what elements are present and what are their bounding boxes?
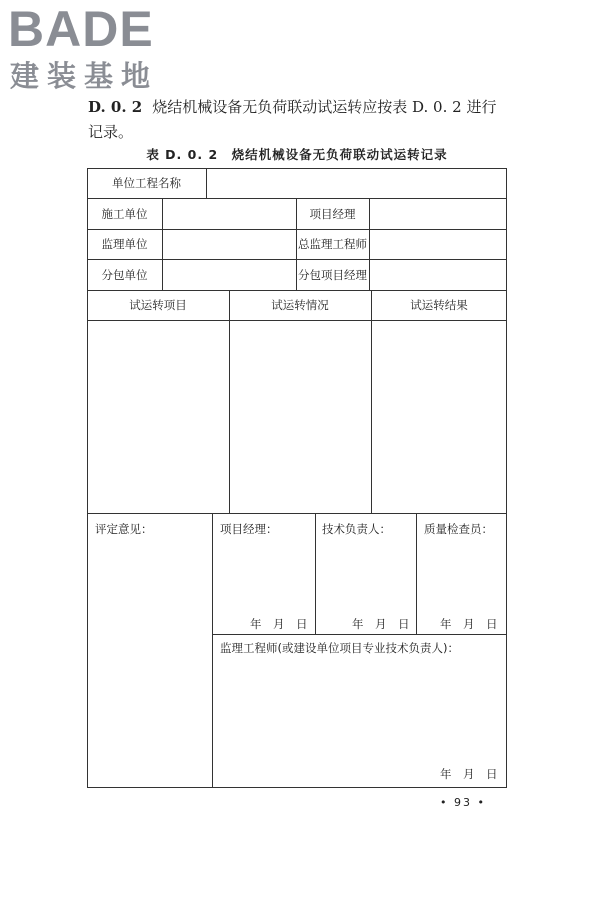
row-divider [87, 320, 507, 321]
logo-brand-text: BADE [8, 1, 154, 57]
col-divider [369, 198, 370, 290]
logo [8, 1, 178, 96]
date-field: 年 月 日 [352, 617, 410, 631]
col-divider [229, 290, 230, 513]
col-divider [416, 513, 417, 634]
date-field: 年 月 日 [440, 767, 498, 781]
row-divider [87, 513, 507, 514]
unit-project-name-label: 单位工程名称 [112, 176, 181, 190]
row-divider [87, 259, 507, 260]
col-divider [315, 513, 316, 634]
clause-paragraph [88, 95, 508, 145]
logo-subtitle: 建装基地 [10, 59, 159, 93]
date-field: 年 月 日 [250, 617, 308, 631]
subcontract-unit-label: 分包单位 [101, 268, 148, 282]
subcontract-project-manager-label: 分包项目经理 [298, 268, 367, 282]
trial-status-header: 试运转情况 [271, 298, 329, 312]
record-table [87, 168, 507, 788]
col-divider [162, 198, 163, 290]
row-divider [212, 634, 507, 635]
row-divider [87, 229, 507, 230]
chief-supervising-engineer-label: 总监理工程师 [298, 237, 367, 251]
trial-item-header: 试运转项目 [129, 298, 187, 312]
trial-result-header: 试运转结果 [410, 298, 468, 312]
table-caption: 表 D. 0. 2 烧结机械设备无负荷联动试运转记录 [146, 147, 448, 162]
page-number: • 93 • [440, 796, 486, 809]
project-manager-label: 项目经理 [309, 207, 356, 221]
col-divider [212, 513, 213, 788]
col-divider [371, 290, 372, 513]
quality-inspector-sign-label: 质量检查员： [424, 522, 493, 536]
clause-number: D. 0. 2 [88, 98, 143, 116]
supervision-unit-label: 监理单位 [101, 237, 148, 251]
assessment-label: 评定意见： [95, 522, 153, 536]
date-field: 年 月 日 [440, 617, 498, 631]
row-divider [87, 198, 507, 199]
supervisor-sign-label: 监理工程师(或建设单位项目专业技术负责人)： [220, 641, 459, 655]
row-divider [87, 290, 507, 291]
clause-text: 烧结机械设备无负荷联动试运转应按表 D. 0. 2 进行记录。 [88, 98, 497, 141]
technical-lead-sign-label: 技术负责人： [322, 522, 391, 536]
construction-unit-label: 施工单位 [101, 207, 148, 221]
col-divider [206, 168, 207, 198]
project-manager-sign-label: 项目经理： [220, 522, 278, 536]
